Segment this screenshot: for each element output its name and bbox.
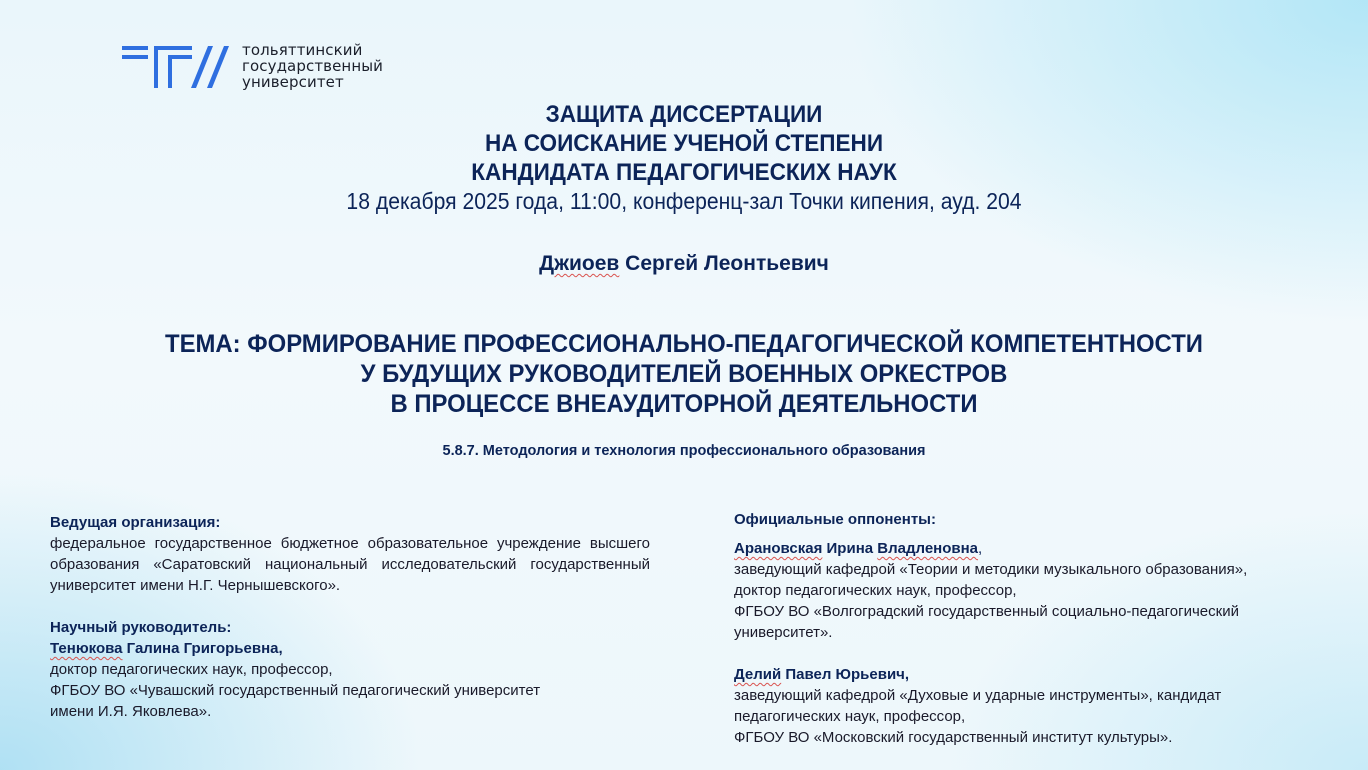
logo-line: тольяттинский (242, 41, 363, 59)
opponent-info: ФГБОУ ВО «Московский государственный институт культуры». (734, 729, 1173, 746)
opponent-name (734, 538, 1334, 559)
supervisor-org: ФГБОУ ВО «Чувашский государственный педагогический университет (50, 682, 541, 699)
opponent-info: педагогических наук, профессор, (734, 708, 966, 725)
opponent-info: заведующий кафедрой «Духовые и ударные инструменты», кандидат (734, 687, 1222, 704)
opponent-info: ФГБОУ ВО «Волгоградский государственный социально-педагогический (734, 603, 1239, 620)
supervisor-surname: Тенюкова (50, 640, 123, 657)
title-line: ЗАЩИТА ДИССЕРТАЦИИ (545, 101, 823, 128)
opponent-info: доктор педагогических наук, профессор, (734, 582, 1017, 599)
right-column (734, 509, 1334, 748)
opponent-info: заведующий кафедрой «Теории и методики музыкального образования», (734, 561, 1248, 578)
university-logo (120, 42, 383, 90)
theme-line: ТЕМА: ФОРМИРОВАНИЕ ПРОФЕССИОНАЛЬНО-ПЕДАГОГИЧЕСКОЙ КОМПЕТЕНТНОСТИ (165, 330, 1203, 358)
opponent-given-names: Павел Юрьевич, (781, 666, 910, 683)
opponent-given-name: Ирина (822, 540, 878, 557)
leading-org-label: Ведущая организация: (50, 514, 221, 531)
supervisor-org: имени И.Я. Яковлева». (50, 703, 212, 720)
opponent-info: университет». (734, 624, 833, 641)
opponent-surname: Делий (734, 666, 782, 683)
date-place: 18 декабря 2025 года, 11:00, конференц-зал Точки кипения, ауд. 204 (346, 188, 1022, 214)
opponent-1 (734, 538, 1334, 643)
logo-line: университет (242, 73, 344, 91)
left-column (50, 512, 650, 722)
supervisor-label: Научный руководитель: (50, 619, 232, 636)
university-name (242, 42, 383, 90)
opponent-2 (734, 664, 1334, 748)
title-line: НА СОИСКАНИЕ УЧЕНОЙ СТЕПЕНИ (484, 130, 884, 157)
supervisor-degree: доктор педагогических наук, профессор, (50, 661, 333, 678)
logo-line: государственный (242, 57, 384, 75)
theme-line: В ПРОЦЕССЕ ВНЕАУДИТОРНОЙ ДЕЯТЕЛЬНОСТИ (390, 390, 978, 418)
opponent-surname: Арановская (734, 540, 823, 557)
leading-org-text: федеральное государственное бюджетное образовательное учреждение высшего образования «Саратовский национальный исследовательский государственный университет имени Н.Г. Чернышевского». (50, 535, 650, 594)
defense-title (0, 100, 1368, 215)
author-given-names: Сергей Леонтьевич (619, 252, 829, 275)
punctuation: , (978, 540, 983, 557)
specialty-code: 5.8.7. Методология и технология профессионального образования (442, 443, 926, 459)
tltsu-logo-icon (120, 42, 232, 90)
opponent-name (734, 664, 1334, 685)
theme-line: У БУДУЩИХ РУКОВОДИТЕЛЕЙ ВОЕННЫХ ОРКЕСТРОВ (360, 360, 1008, 388)
author-name (0, 252, 1368, 276)
author-surname: Джиоев (539, 252, 620, 275)
title-line: КАНДИДАТА ПЕДАГОГИЧЕСКИХ НАУК (471, 159, 897, 186)
opponents-label: Официальные оппоненты: (734, 511, 936, 528)
supervisor-name (50, 638, 650, 659)
dissertation-theme (0, 329, 1368, 419)
supervisor-given-names: Галина Григорьевна, (122, 640, 283, 657)
opponent-patronymic: Владленовна (877, 540, 979, 557)
